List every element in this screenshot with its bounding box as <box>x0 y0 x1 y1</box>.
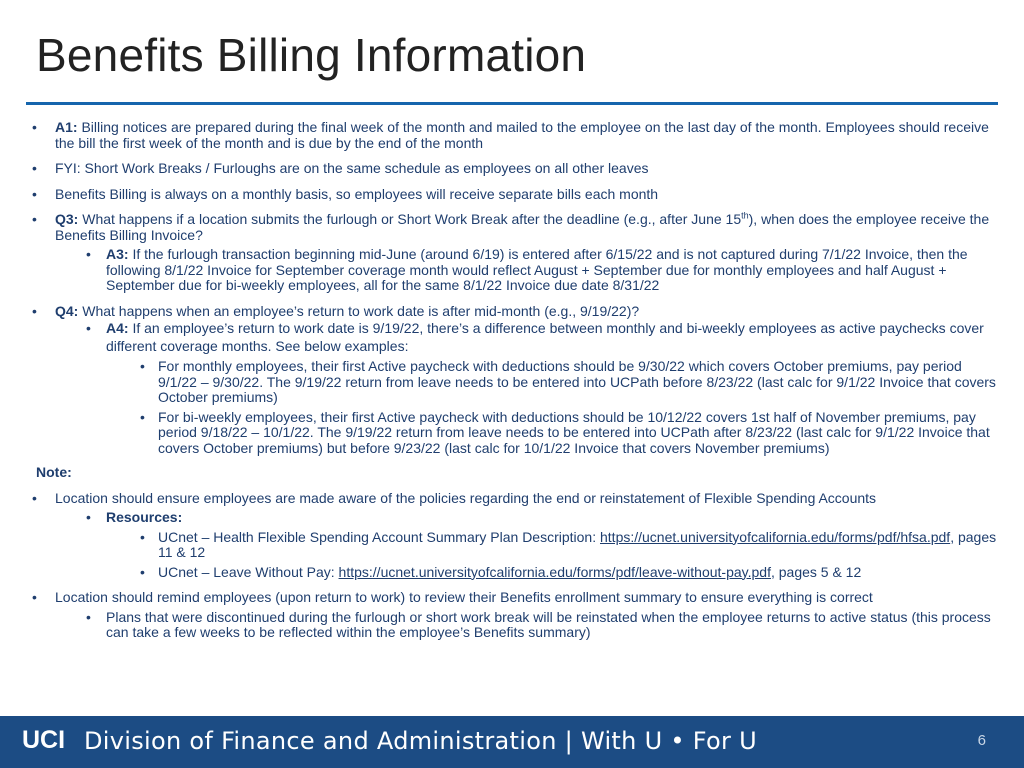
note-heading: Note: <box>36 464 72 480</box>
footer-bar <box>0 716 1024 768</box>
bullet-plans-reinstated: • Plans that were discontinued during the furlough or short work break will be reinstated when the employee returns to active status (this process can take a few weeks to be reflected within the employee’s Benefits summary) <box>30 610 1000 641</box>
bullet-resource-hfsa <box>30 530 1000 561</box>
slide-body <box>30 120 1000 641</box>
bullet-q3 <box>30 212 1000 243</box>
title-divider <box>26 102 998 105</box>
a4-text: If an employee’s return to work date is 9/19/22, there’s a difference between monthly and bi-weekly employees as active paychecks cover different coverage months. See below examples: <box>106 320 984 354</box>
bullet-example-monthly: • For monthly employees, their first Active paycheck with deductions should be 9/30/22 which covers October premiums, pay period 9/1/22 – 9/30/22. The 9/19/22 return from leave needs to be entered into UCPath before 8/23/22 (last calc for 9/1/22 Invoice that covers October premiums) <box>30 359 1000 406</box>
q3-text-a: What happens if a location submits the furlough or Short Work Break after the deadline (e.g., after June 15 <box>78 211 742 227</box>
bullet-a1 <box>30 120 1000 151</box>
bullet-a3 <box>30 247 1000 294</box>
a1-text: Billing notices are prepared during the final week of the month and mailed to the employee on the last day of the month. Employees should receive the bill the first week of the month and is due by the end of the month <box>55 119 989 151</box>
bullet-example-biweekly: • For bi-weekly employees, their first Active paycheck with deductions should be 10/12/22 covers 1st half of November premiums, pay period 9/18/22 – 10/1/22. The 9/19/22 return from leave needs to be entered into UCPath after 8/23/22 (last calc for 9/1/22 Invoice that covers October premiums) but before 9/23/22 (last calc for 10/1/22 Invoice that covers November premiums) <box>30 410 1000 457</box>
q3-superscript: th <box>741 210 749 221</box>
bullet-resources <box>30 510 1000 526</box>
a3-text: If the furlough transaction beginning mid-June (around 6/19) is entered after 6/15/22 and is not captured during 7/1/22 Invoice, then the following 8/1/22 Invoice for September coverage month would reflect August + September due for monthly employees and half August + September due for bi-weekly employees, all for the same 8/1/22 Invoice due date 8/31/22 <box>106 246 968 293</box>
bullet-q4 <box>30 304 1000 320</box>
resources-label: Resources: <box>106 509 183 525</box>
q4-label: Q4: <box>55 302 79 319</box>
bullet-resource-lwop <box>30 565 1000 581</box>
a4-label: A4: <box>106 320 129 336</box>
res2-suffix: , pages 5 & 12 <box>770 563 862 580</box>
footer-tagline: Division of Finance and Administration | With U • For U <box>84 727 757 755</box>
a1-label: A1: <box>55 119 78 135</box>
bullet-remind: • Location should remind employees (upon return to work) to review their Benefits enrollment summary to ensure everything is correct <box>30 590 1000 606</box>
bullet-fsa-notice: • Location should ensure employees are made aware of the policies regarding the end or reinstatement of Flexible Spending Accounts <box>30 491 1000 507</box>
q4-text: What happens when an employee’s return to work date is after mid-month (e.g., 9/19/22)? <box>78 302 640 319</box>
bullet-fyi: • FYI: Short Work Breaks / Furloughs are on the same schedule as employees on all other leaves <box>30 161 1000 177</box>
leave-without-pay-link[interactable]: https://ucnet.universityofcalifornia.edu/forms/pdf/leave-without-pay.pdf <box>338 563 771 580</box>
page-number: 6 <box>977 732 986 749</box>
uci-logo: UCI <box>22 726 66 754</box>
q3-label: Q3: <box>55 211 79 227</box>
bullet-monthly-basis: • Benefits Billing is always on a monthly basis, so employees will receive separate bills each month <box>30 187 1000 203</box>
a3-label: A3: <box>106 246 129 262</box>
bullet-a4 <box>30 319 1000 355</box>
res1-text: UCnet – Health Flexible Spending Account Summary Plan Description: <box>158 528 600 545</box>
res2-text: UCnet – Leave Without Pay: <box>158 563 339 580</box>
res1-suffix: , pages 11 & 12 <box>158 528 997 560</box>
q3-text-b: ), when does the employee receive the Benefits Billing Invoice? <box>55 211 990 243</box>
page-title: Benefits Billing Information <box>36 29 587 81</box>
hfsa-link[interactable]: https://ucnet.universityofcalifornia.edu/forms/pdf/hfsa.pdf <box>600 528 951 545</box>
